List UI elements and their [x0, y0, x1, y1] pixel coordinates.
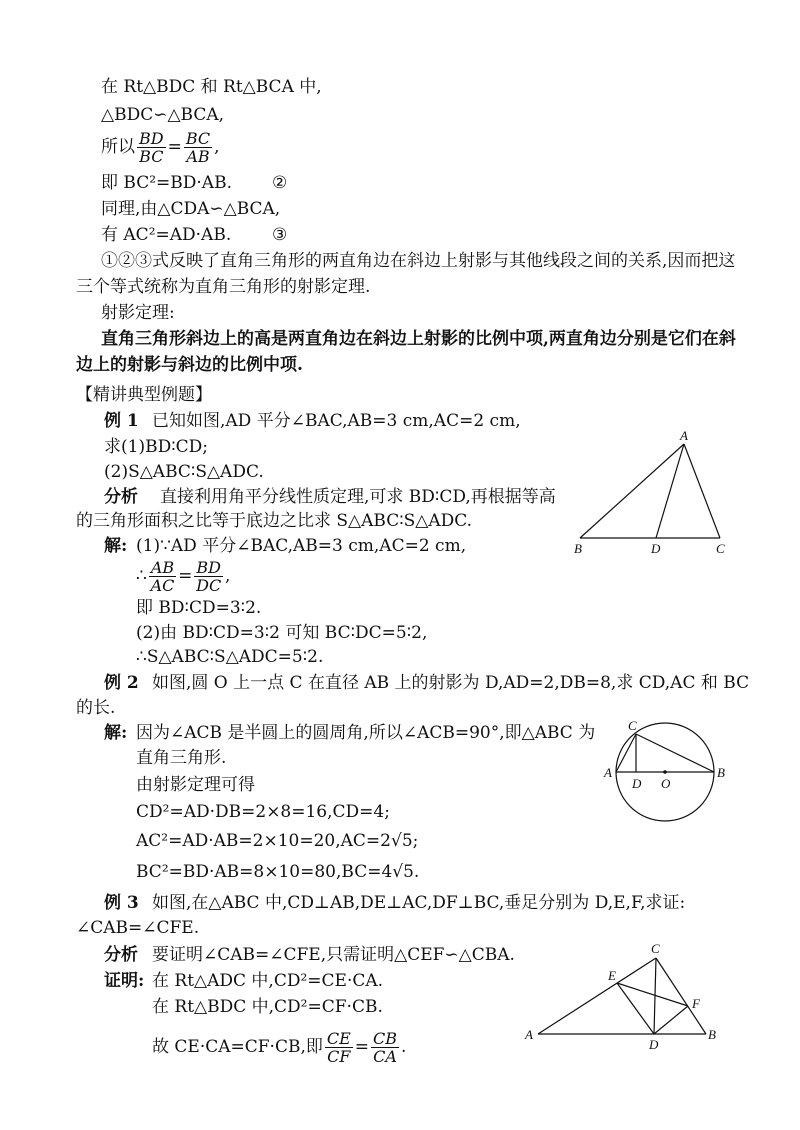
equation-mark: ②	[272, 173, 288, 193]
center-point	[663, 770, 667, 774]
text-line: 射影定理:	[101, 303, 175, 323]
denominator: DC	[196, 576, 222, 595]
solution-label: 解:	[104, 723, 128, 743]
circle-figure	[600, 716, 740, 828]
point-label: D	[649, 1037, 659, 1052]
numerator: AB	[150, 558, 175, 577]
fraction-line	[101, 130, 220, 165]
text-line: 已知如图,AD 平分∠BAC,AB=3 cm,AC=2 cm,	[152, 411, 521, 431]
denominator: CF	[327, 1047, 351, 1066]
fraction	[149, 559, 176, 594]
text-span: ,	[224, 566, 231, 586]
solution-label: 解:	[104, 536, 128, 556]
text-span: =	[354, 1037, 370, 1057]
theorem-line: 边上的射影与斜边的比例中项.	[76, 355, 303, 375]
text-line: 因为∠ACB 是半圆上的圆周角,所以∠ACB=90°,即△ABC 为	[136, 723, 596, 743]
point-label: A	[604, 765, 612, 780]
text-line: CD²=AD·DB=2×8=16,CD=4;	[136, 802, 390, 822]
analysis-label: 分析	[104, 487, 138, 507]
theorem-line: 直角三角形斜边上的高是两直角边在斜边上射影的比例中项,两直角边分别是它们在斜	[101, 329, 736, 349]
text-line: 有 AC²=AD·AB.	[101, 225, 232, 245]
text-line: (1)∵AD 平分∠BAC,AB=3 cm,AC=2 cm,	[136, 536, 467, 556]
numerator: BC	[185, 129, 211, 148]
point-label: A	[680, 428, 688, 443]
segment-ab	[580, 444, 684, 538]
point-label: C	[628, 718, 637, 733]
fraction	[184, 130, 212, 165]
text-line: 的三角形面积之比等于底边之比求 S△ABC∶S△ADC.	[76, 511, 473, 531]
text-line: 即 BD∶CD=3∶2.	[136, 598, 262, 618]
segment-de	[617, 983, 654, 1034]
text-line: 即 BC²=BD·AB.	[101, 173, 232, 193]
text-span: ∴	[136, 566, 147, 586]
numerator: CE	[326, 1029, 351, 1048]
text-line: 三个等式统称为直角三角形的射影定理.	[76, 277, 371, 297]
text-line: 在 Rt△BDC 和 Rt△BCA 中,	[101, 77, 322, 97]
text-line: 同理,由△CDA∽△BCA,	[101, 199, 281, 219]
point-label: A	[525, 1027, 533, 1042]
point-label: D	[651, 541, 661, 556]
point-label: B	[574, 541, 582, 556]
triangle-figure	[570, 428, 740, 558]
example-label: 例 3	[104, 893, 139, 913]
text-line: 的长.	[76, 698, 116, 718]
numerator: BD	[196, 558, 221, 577]
text-line: ∴S△ABC∶S△ADC=5∶2.	[136, 647, 324, 667]
equation-mark: ③	[272, 225, 288, 245]
numerator: BD	[139, 129, 164, 148]
segment-ac	[616, 734, 636, 772]
triangle-perpendiculars-figure	[520, 940, 730, 1052]
segment-df	[654, 1006, 688, 1034]
point-label: F	[692, 996, 700, 1011]
point-label: C	[716, 541, 725, 556]
text-line: 如图,圆 O 上一点 C 在直径 AB 上的射影为 D,AD=2,DB=8,求 CD,AC 和 BC	[152, 673, 750, 693]
text-line: △BDC∽△BCA,	[101, 105, 225, 125]
point-label: O	[661, 776, 671, 791]
segment-ac	[538, 958, 656, 1034]
point-label: B	[708, 1027, 716, 1042]
text-line: BC²=BD·AB=8×10=80,BC=4√5.	[136, 862, 420, 882]
fraction	[371, 1030, 399, 1065]
point-label: B	[717, 765, 725, 780]
fraction	[194, 559, 223, 594]
point-label: C	[651, 941, 660, 956]
segment-ef	[617, 983, 688, 1006]
text-line: ∠CAB=∠CFE.	[76, 918, 200, 938]
text-line: 要证明∠CAB=∠CFE,只需证明△CEF∽△CBA.	[152, 945, 515, 965]
numerator: CB	[373, 1029, 398, 1048]
text-line: 求(1)BD∶CD;	[104, 437, 208, 457]
denominator: BC	[139, 147, 164, 166]
segment-ac	[684, 444, 720, 538]
text-line: 直接利用角平分线性质定理,可求 BD∶CD,再根据等高	[160, 487, 556, 507]
denominator: CA	[373, 1047, 397, 1066]
text-line: (2)由 BD∶CD=3∶2 可知 BC∶DC=5∶2,	[136, 623, 428, 643]
example-label: 例 2	[104, 673, 139, 693]
fraction	[137, 130, 166, 165]
text-line: ①②③式反映了直角三角形的两直角边在斜边上射影与其他线段之间的关系,因而把这	[101, 251, 736, 271]
text-line: AC²=AD·AB=2×10=20,AC=2√5;	[136, 831, 419, 851]
analysis-label: 分析	[104, 945, 138, 965]
text-line: 直角三角形.	[136, 748, 227, 768]
fraction	[325, 1030, 353, 1065]
text-span: 故 CE·CA=CF·CB,即	[152, 1037, 323, 1057]
example-label: 例 1	[104, 411, 139, 431]
text-span: 所以	[101, 137, 135, 157]
text-line: 如图,在△ABC 中,CD⊥AB,DE⊥AC,DF⊥BC,垂足分别为 D,E,F,求证:	[152, 893, 686, 913]
text-span: .	[401, 1037, 407, 1057]
section-title: 【精讲典型例题】	[76, 385, 212, 405]
text-span: ,	[214, 137, 220, 157]
proof-label: 证明:	[104, 971, 145, 991]
denominator: AB	[186, 147, 210, 166]
segment-ad	[656, 444, 684, 538]
fraction-line	[152, 1030, 406, 1065]
text-line: 在 Rt△ADC 中,CD²=CE·CA.	[152, 971, 384, 991]
fraction-line	[136, 559, 230, 594]
text-line: (2)S△ABC∶S△ADC.	[104, 462, 264, 482]
text-span: =	[178, 566, 193, 586]
point-label: D	[632, 776, 642, 791]
point-label: E	[608, 968, 616, 983]
text-span: =	[167, 137, 182, 157]
text-line: 在 Rt△BDC 中,CD²=CF·CB.	[152, 997, 383, 1017]
text-line: 由射影定理可得	[136, 775, 255, 795]
denominator: AC	[150, 576, 175, 595]
